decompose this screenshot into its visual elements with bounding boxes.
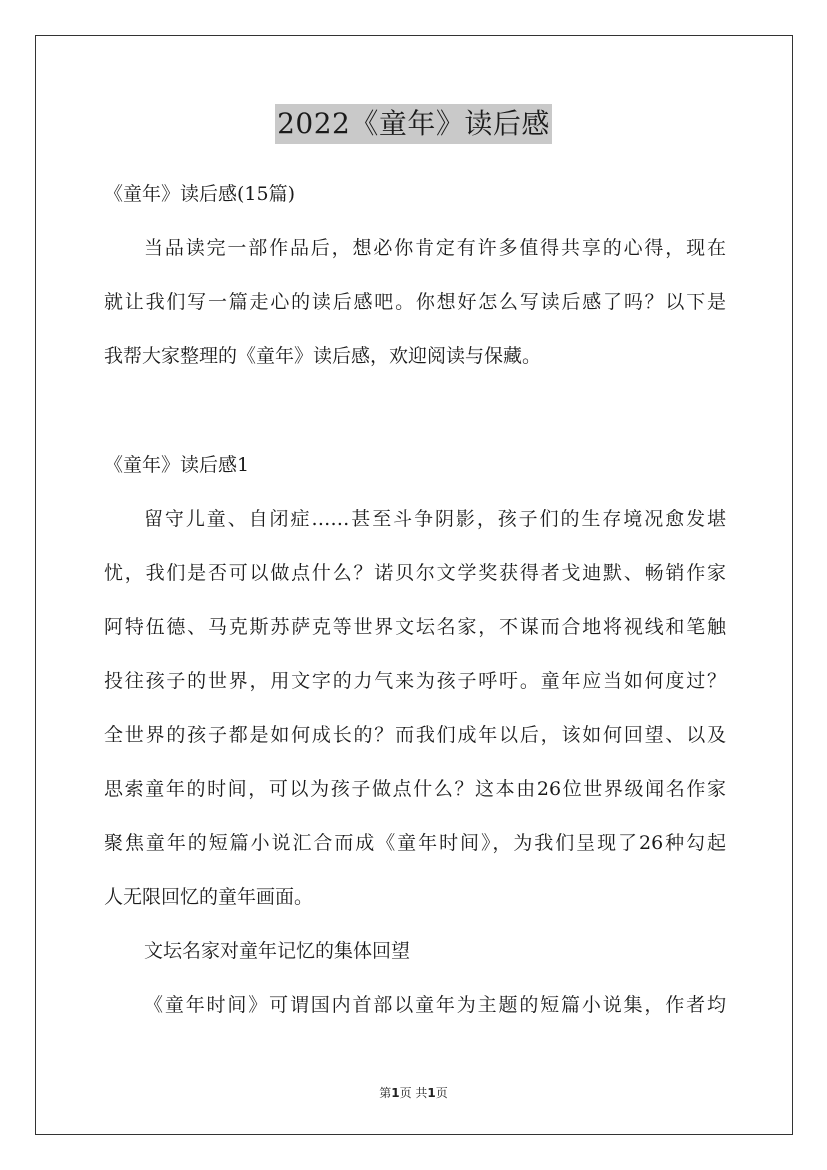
page-footer xyxy=(0,1084,827,1101)
document-title-wrap xyxy=(0,104,827,144)
paragraph-line: 投往孩子的世界，用文字的力气来为孩子呼吁。童年应当如何度过？ xyxy=(104,670,726,692)
footer-suffix: 页 xyxy=(435,1086,448,1100)
document-title: 2022《童年》读后感 xyxy=(275,104,552,144)
paragraph-line: 全世界的孩子都是如何成长的？而我们成年以后，该如何回望、以及 xyxy=(104,724,726,746)
paragraph-line: 聚焦童年的短篇小说汇合而成《童年时间》，为我们呈现了26种勾起 xyxy=(104,832,726,854)
paragraph-line: 人无限回忆的童年画面。 xyxy=(104,886,314,908)
subtitle: 《童年》读后感(15篇) xyxy=(104,183,296,205)
intro-line: 我帮大家整理的《童年》读后感，欢迎阅读与保藏。 xyxy=(104,345,542,367)
section-heading: 《童年》读后感1 xyxy=(104,454,250,476)
footer-mid: 页 共 xyxy=(399,1086,428,1100)
paragraph-line: 忧，我们是否可以做点什么？诺贝尔文学奖获得者戈迪默、畅销作家 xyxy=(104,562,726,584)
subheading: 文坛名家对童年记忆的集体回望 xyxy=(144,940,411,962)
footer-page-total: 1 xyxy=(427,1086,436,1100)
footer-page-number: 1 xyxy=(391,1086,400,1100)
paragraph-line: 阿特伍德、马克斯苏萨克等世界文坛名家，不谋而合地将视线和笔触 xyxy=(104,616,726,638)
paragraph-line: 思索童年的时间，可以为孩子做点什么？这本由26位世界级闻名作家 xyxy=(104,778,726,800)
intro-line: 就让我们写一篇走心的读后感吧。你想好怎么写读后感了吗？以下是 xyxy=(104,291,726,313)
footer-prefix: 第 xyxy=(379,1086,392,1100)
paragraph-line: 留守儿童、自闭症……甚至斗争阴影，孩子们的生存境况愈发堪 xyxy=(144,508,726,530)
paragraph-line: 《童年时间》可谓国内首部以童年为主题的短篇小说集，作者均 xyxy=(144,994,726,1016)
intro-line: 当品读完一部作品后，想必你肯定有许多值得共享的心得，现在 xyxy=(144,237,726,259)
